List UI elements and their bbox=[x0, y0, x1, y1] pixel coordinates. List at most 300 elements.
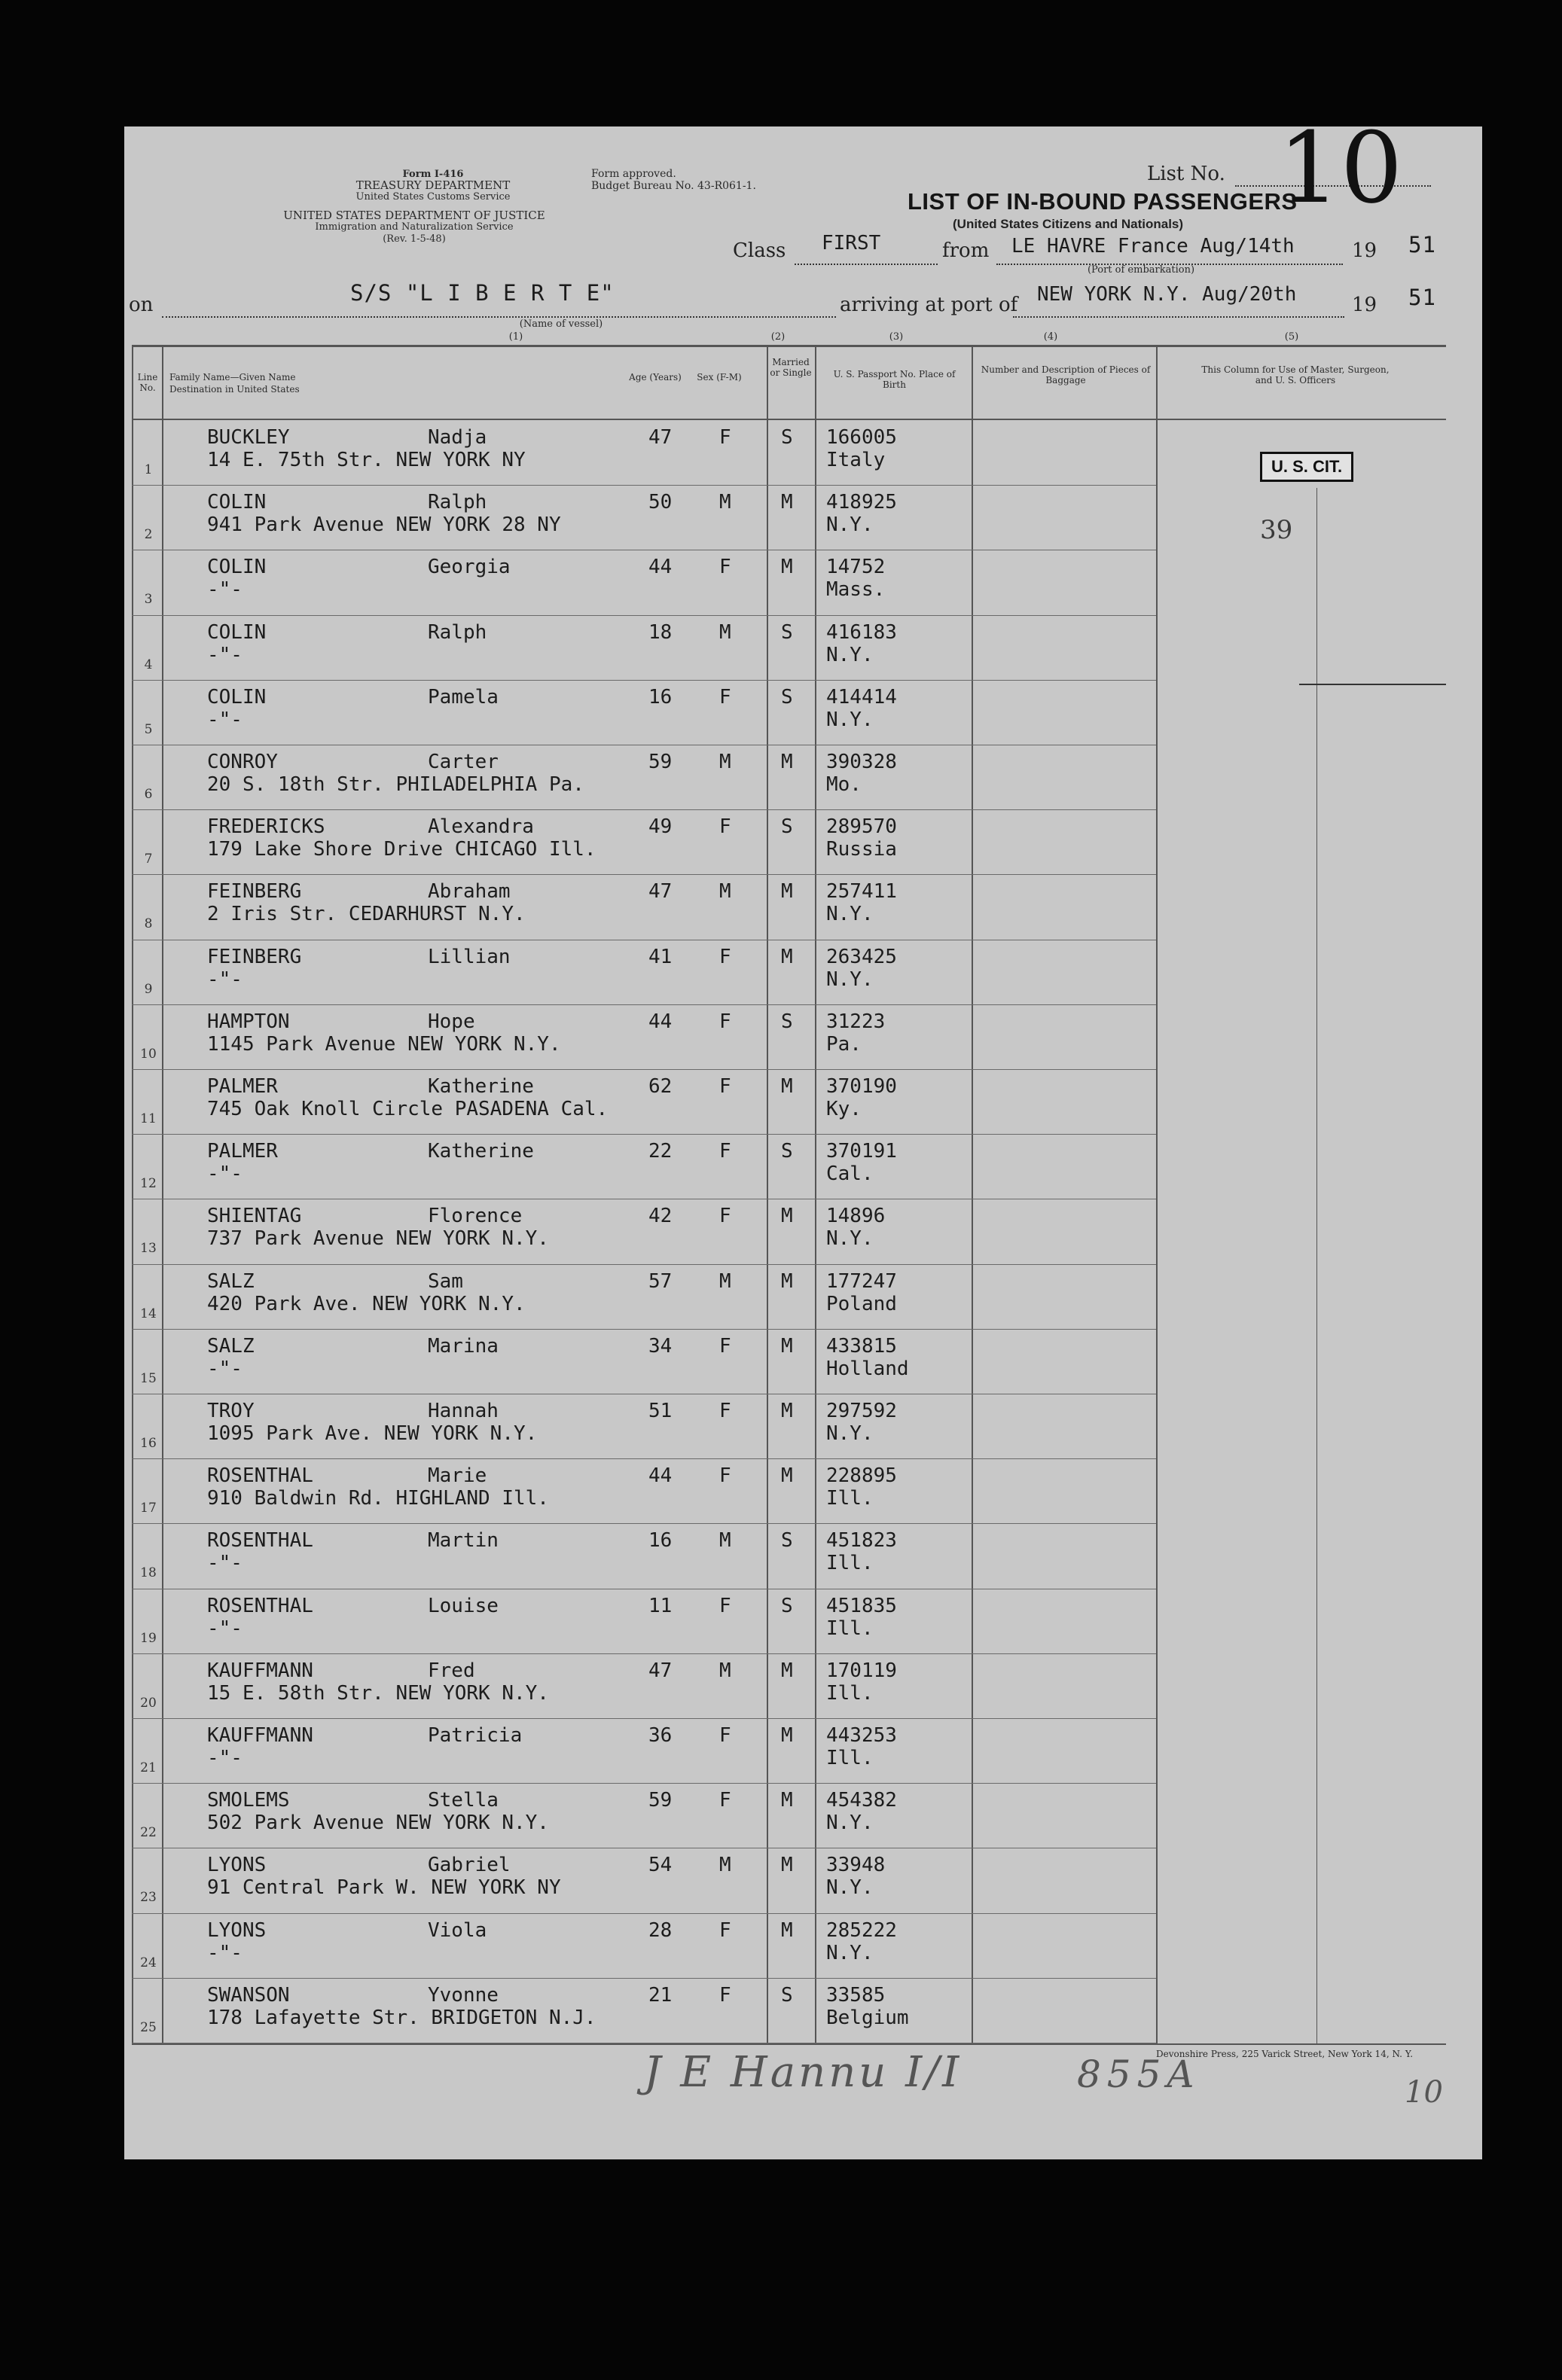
passport-no: 433815 bbox=[826, 1334, 897, 1358]
destination: 2 Iris Str. CEDARHURST N.Y. bbox=[207, 903, 526, 926]
line-number: 2 bbox=[144, 527, 153, 543]
destination: 14 E. 75th Str. NEW YORK NY bbox=[207, 449, 526, 471]
passport-no: 416183 bbox=[826, 620, 897, 644]
place-of-birth: N.Y. bbox=[826, 968, 874, 991]
family-name: KAUFFMANN bbox=[207, 1724, 313, 1747]
age: 47 bbox=[648, 880, 673, 904]
header-age: Age (Years) bbox=[629, 372, 682, 382]
inspector-signature: J E Hannu I/I bbox=[644, 2048, 963, 2097]
sex: M bbox=[719, 620, 731, 644]
age: 47 bbox=[648, 1659, 673, 1682]
line-number: 19 bbox=[140, 1630, 157, 1646]
destination: -"- bbox=[207, 1357, 243, 1380]
sex: F bbox=[719, 1789, 731, 1812]
family-name: ROSENTHAL bbox=[207, 1464, 313, 1488]
family-name: COLIN bbox=[207, 685, 267, 709]
family-name: KAUFFMANN bbox=[207, 1659, 313, 1682]
passport-no: 177247 bbox=[826, 1269, 897, 1293]
passport-no: 166005 bbox=[826, 426, 897, 449]
passport-no: 297592 bbox=[826, 1400, 897, 1422]
family-name: PALMER bbox=[207, 1075, 278, 1098]
destination: -"- bbox=[207, 578, 243, 602]
ins-service: Immigration and Naturalization Service bbox=[315, 221, 514, 233]
table-row bbox=[124, 1783, 1450, 1849]
passport-no: 451835 bbox=[826, 1594, 897, 1617]
destination: 178 Lafayette Str. BRIDGETON N.J. bbox=[207, 2006, 596, 2029]
table-row bbox=[124, 1718, 1450, 1784]
us-citizen-stamp: U. S. CIT. bbox=[1260, 452, 1353, 482]
destination: 20 S. 18th Str. PHILADELPHIA Pa. bbox=[207, 773, 584, 796]
sex: M bbox=[719, 880, 731, 904]
marital-status: M bbox=[781, 1854, 793, 1877]
sex: M bbox=[719, 1529, 731, 1553]
passport-no: 33585 bbox=[826, 1983, 886, 2007]
marital-status: M bbox=[781, 1918, 793, 1942]
passport-no: 390328 bbox=[826, 751, 897, 773]
passport-no: 285222 bbox=[826, 1918, 897, 1942]
destination: -"- bbox=[207, 708, 243, 731]
table-row bbox=[124, 1523, 1450, 1589]
destination: 1145 Park Avenue NEW YORK N.Y. bbox=[207, 1032, 561, 1056]
line-number: 10 bbox=[140, 1046, 157, 1062]
given-name: Yvonne bbox=[428, 1983, 499, 2007]
line-number: 4 bbox=[144, 657, 153, 672]
family-name: SWANSON bbox=[207, 1983, 290, 2007]
family-name: BUCKLEY bbox=[207, 426, 290, 449]
place-of-birth: N.Y. bbox=[826, 1227, 874, 1251]
header-passport: U. S. Passport No. Place of Birth bbox=[833, 369, 956, 390]
form-subtitle: (United States Citizens and Nationals) bbox=[953, 217, 1184, 231]
passport-no: 443253 bbox=[826, 1724, 897, 1747]
line-number: 9 bbox=[144, 981, 153, 997]
sex: F bbox=[719, 1594, 731, 1617]
family-name: SMOLEMS bbox=[207, 1789, 290, 1812]
line-number: 11 bbox=[140, 1111, 157, 1126]
marital-status: M bbox=[781, 945, 793, 968]
sex: M bbox=[719, 1269, 731, 1293]
vessel-line bbox=[162, 316, 836, 318]
table-row bbox=[124, 745, 1450, 811]
place-of-birth: Ky. bbox=[826, 1098, 862, 1120]
line-number: 20 bbox=[140, 1695, 157, 1711]
place-of-birth: Italy bbox=[826, 449, 886, 471]
age: 59 bbox=[648, 1789, 673, 1812]
table-row bbox=[124, 550, 1450, 616]
family-name: FEINBERG bbox=[207, 945, 302, 968]
age: 47 bbox=[648, 426, 673, 449]
year-prefix-2: 19 bbox=[1352, 294, 1377, 316]
destination: -"- bbox=[207, 1617, 243, 1640]
passport-no: 33948 bbox=[826, 1854, 886, 1877]
marital-status: S bbox=[781, 1010, 793, 1033]
given-name: Katherine bbox=[428, 1140, 534, 1163]
sex: F bbox=[719, 1400, 731, 1422]
marital-status: S bbox=[781, 815, 793, 839]
line-number: 13 bbox=[140, 1241, 157, 1257]
sex: F bbox=[719, 1140, 731, 1163]
place-of-birth: Poland bbox=[826, 1292, 897, 1315]
sex: F bbox=[719, 1918, 731, 1942]
table-row bbox=[124, 485, 1450, 551]
marital-status: S bbox=[781, 426, 793, 449]
budget-bureau: Budget Bureau No. 43-R061-1. bbox=[591, 180, 756, 192]
line-number: 6 bbox=[144, 787, 153, 802]
page-number: 10 bbox=[1405, 2075, 1443, 2110]
passport-no: 257411 bbox=[826, 880, 897, 904]
age: 16 bbox=[648, 685, 673, 709]
table-top-rule bbox=[132, 345, 1446, 347]
class-value: FIRST bbox=[822, 232, 881, 254]
family-name: SALZ bbox=[207, 1269, 255, 1293]
arriving-value: NEW YORK N.Y. Aug/20th bbox=[1037, 283, 1297, 306]
sex: F bbox=[719, 685, 731, 709]
year-value-1: 51 bbox=[1408, 232, 1436, 258]
header-married: Married or Single bbox=[770, 357, 812, 378]
passport-no: 14752 bbox=[826, 556, 886, 579]
sex: F bbox=[719, 1010, 731, 1033]
destination: -"- bbox=[207, 1163, 243, 1186]
given-name: Fred bbox=[428, 1659, 475, 1682]
passport-no: 228895 bbox=[826, 1464, 897, 1488]
table-row bbox=[124, 940, 1450, 1006]
marital-status: M bbox=[781, 1789, 793, 1812]
header-baggage: Number and Description of Pieces of Baggage bbox=[981, 364, 1151, 385]
age: 11 bbox=[648, 1594, 673, 1617]
sex: F bbox=[719, 945, 731, 968]
marital-status: S bbox=[781, 620, 793, 644]
sex: M bbox=[719, 491, 731, 514]
customs-service: United States Customs Service bbox=[355, 191, 511, 203]
age: 28 bbox=[648, 1918, 673, 1942]
sex: F bbox=[719, 1724, 731, 1747]
given-name: Ralph bbox=[428, 620, 487, 644]
given-name: Patricia bbox=[428, 1724, 523, 1747]
passport-no: 31223 bbox=[826, 1010, 886, 1033]
table-row bbox=[124, 1004, 1450, 1071]
family-name: PALMER bbox=[207, 1140, 278, 1163]
marital-status: S bbox=[781, 1983, 793, 2007]
destination: -"- bbox=[207, 643, 243, 666]
family-name: LYONS bbox=[207, 1918, 267, 1942]
line-number: 22 bbox=[140, 1825, 157, 1841]
marital-status: M bbox=[781, 1464, 793, 1488]
table-row bbox=[124, 1653, 1450, 1720]
age: 18 bbox=[648, 620, 673, 644]
marital-status: M bbox=[781, 1334, 793, 1358]
passport-no: 263425 bbox=[826, 945, 897, 968]
sex: F bbox=[719, 1205, 731, 1228]
destination: 910 Baldwin Rd. HIGHLAND Ill. bbox=[207, 1487, 549, 1510]
family-name: FEINBERG bbox=[207, 880, 302, 904]
given-name: Ralph bbox=[428, 491, 487, 514]
marital-status: M bbox=[781, 1659, 793, 1682]
passport-no: 289570 bbox=[826, 815, 897, 839]
table-row bbox=[124, 1069, 1450, 1135]
destination: 1095 Park Ave. NEW YORK N.Y. bbox=[207, 1422, 538, 1445]
family-name: CONROY bbox=[207, 751, 278, 773]
family-name: HAMPTON bbox=[207, 1010, 290, 1033]
passport-no: 14896 bbox=[826, 1205, 886, 1228]
given-name: Georgia bbox=[428, 556, 511, 579]
place-of-birth: Ill. bbox=[826, 1617, 874, 1640]
destination: -"- bbox=[207, 968, 243, 991]
line-number: 25 bbox=[140, 2019, 157, 2035]
table-row bbox=[124, 1199, 1450, 1265]
place-of-birth: N.Y. bbox=[826, 1876, 874, 1900]
place-of-birth: N.Y. bbox=[826, 643, 874, 666]
place-of-birth: N.Y. bbox=[826, 903, 874, 926]
sex: F bbox=[719, 426, 731, 449]
age: 44 bbox=[648, 556, 673, 579]
age: 21 bbox=[648, 1983, 673, 2007]
destination: 420 Park Ave. NEW YORK N.Y. bbox=[207, 1292, 526, 1315]
port-embark-caption: (Port of embarkation) bbox=[1087, 264, 1195, 276]
family-name: ROSENTHAL bbox=[207, 1529, 313, 1553]
given-name: Abraham bbox=[428, 880, 511, 904]
form-approved: Form approved. bbox=[591, 168, 676, 180]
line-number: 14 bbox=[140, 1306, 157, 1321]
header-line-no: Line No. bbox=[137, 372, 158, 393]
given-name: Marie bbox=[428, 1464, 487, 1488]
given-name: Hope bbox=[428, 1010, 475, 1033]
from-value: LE HAVRE France Aug/14th bbox=[1011, 235, 1295, 258]
destination: 502 Park Avenue NEW YORK N.Y. bbox=[207, 1812, 549, 1835]
age: 44 bbox=[648, 1010, 673, 1033]
age: 57 bbox=[648, 1269, 673, 1293]
marital-status: M bbox=[781, 491, 793, 514]
line-number: 21 bbox=[140, 1760, 157, 1775]
sex: F bbox=[719, 1075, 731, 1098]
age: 22 bbox=[648, 1140, 673, 1163]
age: 59 bbox=[648, 751, 673, 773]
sex: F bbox=[719, 815, 731, 839]
line-number: 1 bbox=[144, 462, 153, 477]
class-label: Class bbox=[733, 239, 786, 262]
passport-no: 370191 bbox=[826, 1140, 897, 1163]
arriving-line bbox=[1013, 316, 1344, 318]
table-row bbox=[124, 615, 1450, 681]
sex: F bbox=[719, 1464, 731, 1488]
line-number: 7 bbox=[144, 852, 153, 867]
sex: F bbox=[719, 556, 731, 579]
line-number: 5 bbox=[144, 721, 153, 737]
arriving-label: arriving at port of bbox=[840, 294, 1018, 316]
destination: 15 E. 58th Str. NEW YORK N.Y. bbox=[207, 1681, 549, 1705]
given-name: Katherine bbox=[428, 1075, 534, 1098]
table-row bbox=[124, 1264, 1450, 1330]
officer-note: 39 bbox=[1260, 515, 1293, 545]
destination: 737 Park Avenue NEW YORK N.Y. bbox=[207, 1227, 549, 1251]
marital-status: M bbox=[781, 751, 793, 773]
class-line bbox=[795, 264, 938, 265]
destination: 179 Lake Shore Drive CHICAGO Ill. bbox=[207, 838, 596, 861]
family-name: COLIN bbox=[207, 491, 267, 514]
family-name: TROY bbox=[207, 1400, 255, 1422]
given-name: Louise bbox=[428, 1594, 499, 1617]
table-row bbox=[124, 1978, 1450, 2044]
given-name: Gabriel bbox=[428, 1854, 511, 1877]
header-officers: This Column for Use of Master, Surgeon, and U. S. Officers bbox=[1201, 364, 1390, 385]
printer-imprint: Devonshire Press, 225 Varick Street, New York 14, N. Y. bbox=[1156, 2049, 1414, 2059]
table-row bbox=[124, 1458, 1450, 1525]
place-of-birth: Ill. bbox=[826, 1747, 874, 1769]
year-value-2: 51 bbox=[1408, 285, 1436, 310]
given-name: Hannah bbox=[428, 1400, 499, 1422]
sex: F bbox=[719, 1983, 731, 2007]
sex: M bbox=[719, 1659, 731, 1682]
on-label: on bbox=[129, 294, 154, 316]
place-of-birth: N.Y. bbox=[826, 1422, 874, 1445]
destination: -"- bbox=[207, 1941, 243, 1964]
place-of-birth: Russia bbox=[826, 838, 897, 861]
header-sex: Sex (F-M) bbox=[697, 372, 742, 382]
age: 51 bbox=[648, 1400, 673, 1422]
destination: -"- bbox=[207, 1552, 243, 1575]
justice-dept: UNITED STATES DEPARTMENT OF JUSTICE bbox=[283, 209, 545, 222]
age: 41 bbox=[648, 945, 673, 968]
place-of-birth: Belgium bbox=[826, 2006, 909, 2029]
place-of-birth: Cal. bbox=[826, 1163, 874, 1186]
header-family-name: Family Name—Given Name bbox=[169, 372, 296, 382]
sex: F bbox=[719, 1334, 731, 1358]
col-num-5: (5) bbox=[1284, 331, 1299, 343]
family-name: SALZ bbox=[207, 1334, 255, 1358]
marital-status: M bbox=[781, 1400, 793, 1422]
place-of-birth: Ill. bbox=[826, 1552, 874, 1575]
list-no-label: List No. bbox=[1147, 163, 1225, 185]
given-name: Pamela bbox=[428, 685, 499, 709]
age: 49 bbox=[648, 815, 673, 839]
header-destination: Destination in United States bbox=[169, 384, 300, 395]
given-name: Marina bbox=[428, 1334, 499, 1358]
marital-status: M bbox=[781, 1075, 793, 1098]
destination: -"- bbox=[207, 1747, 243, 1769]
given-name: Sam bbox=[428, 1269, 463, 1293]
family-name: COLIN bbox=[207, 556, 267, 579]
family-name: ROSENTHAL bbox=[207, 1594, 313, 1617]
passport-no: 414414 bbox=[826, 685, 897, 709]
line-number: 3 bbox=[144, 592, 153, 608]
sex: M bbox=[719, 751, 731, 773]
line-number: 24 bbox=[140, 1955, 157, 1970]
form-number: Form I-416 bbox=[402, 169, 464, 180]
line-number: 8 bbox=[144, 916, 153, 932]
passport-no: 170119 bbox=[826, 1659, 897, 1682]
marital-status: S bbox=[781, 1594, 793, 1617]
marital-status: S bbox=[781, 1140, 793, 1163]
place-of-birth: N.Y. bbox=[826, 1941, 874, 1964]
age: 34 bbox=[648, 1334, 673, 1358]
line-number: 16 bbox=[140, 1436, 157, 1451]
treasury-dept: TREASURY DEPARTMENT bbox=[355, 178, 511, 192]
given-name: Stella bbox=[428, 1789, 499, 1812]
col-num-2: (2) bbox=[770, 331, 786, 343]
place-of-birth: Holland bbox=[826, 1357, 909, 1380]
destination: 745 Oak Knoll Circle PASADENA Cal. bbox=[207, 1098, 609, 1120]
table-row bbox=[124, 1134, 1450, 1200]
sex: M bbox=[719, 1854, 731, 1877]
line-number: 23 bbox=[140, 1890, 157, 1906]
form-revision: (Rev. 1-5-48) bbox=[383, 233, 446, 245]
form-title: LIST OF IN-BOUND PASSENGERS bbox=[908, 188, 1298, 215]
family-name: LYONS bbox=[207, 1854, 267, 1877]
year-prefix-1: 19 bbox=[1352, 239, 1377, 262]
footer-note: 855A bbox=[1077, 2052, 1200, 2096]
line-number: 17 bbox=[140, 1501, 157, 1516]
table-row bbox=[124, 1394, 1450, 1460]
marital-status: M bbox=[781, 1205, 793, 1228]
age: 16 bbox=[648, 1529, 673, 1553]
given-name: Alexandra bbox=[428, 815, 534, 839]
table-row bbox=[124, 680, 1450, 746]
table-row bbox=[124, 1848, 1450, 1914]
given-name: Martin bbox=[428, 1529, 499, 1553]
table-row bbox=[124, 420, 1450, 486]
given-name: Viola bbox=[428, 1918, 487, 1942]
family-name: SHIENTAG bbox=[207, 1205, 302, 1228]
place-of-birth: N.Y. bbox=[826, 513, 874, 537]
place-of-birth: Ill. bbox=[826, 1487, 874, 1510]
col-num-3: (3) bbox=[889, 331, 904, 343]
place-of-birth: Ill. bbox=[826, 1681, 874, 1705]
age: 50 bbox=[648, 491, 673, 514]
marital-status: M bbox=[781, 880, 793, 904]
destination: 91 Central Park W. NEW YORK NY bbox=[207, 1876, 561, 1900]
place-of-birth: Pa. bbox=[826, 1032, 862, 1056]
list-no-value: 10 bbox=[1278, 111, 1403, 225]
age: 36 bbox=[648, 1724, 673, 1747]
table-row bbox=[124, 1913, 1450, 1979]
line-number: 18 bbox=[140, 1565, 157, 1581]
vessel-value: S/S "L I B E R T E" bbox=[350, 280, 615, 306]
destination: 941 Park Avenue NEW YORK 28 NY bbox=[207, 513, 561, 537]
marital-status: S bbox=[781, 1529, 793, 1553]
given-name: Carter bbox=[428, 751, 499, 773]
table-row bbox=[124, 1589, 1450, 1655]
passport-no: 451823 bbox=[826, 1529, 897, 1553]
line-number: 12 bbox=[140, 1176, 157, 1192]
place-of-birth: N.Y. bbox=[826, 1812, 874, 1835]
age: 42 bbox=[648, 1205, 673, 1228]
col-num-4: (4) bbox=[1043, 331, 1058, 343]
given-name: Nadja bbox=[428, 426, 487, 449]
place-of-birth: Mo. bbox=[826, 773, 862, 796]
table-row bbox=[124, 874, 1450, 940]
given-name: Lillian bbox=[428, 945, 511, 968]
marital-status: M bbox=[781, 1269, 793, 1293]
age: 54 bbox=[648, 1854, 673, 1877]
manifest-sheet bbox=[124, 111, 1482, 2159]
place-of-birth: N.Y. bbox=[826, 708, 874, 731]
vessel-caption: (Name of vessel) bbox=[519, 318, 603, 330]
col-num-1: (1) bbox=[508, 331, 523, 343]
marital-status: M bbox=[781, 1724, 793, 1747]
passport-no: 454382 bbox=[826, 1789, 897, 1812]
given-name: Florence bbox=[428, 1205, 523, 1228]
family-name: FREDERICKS bbox=[207, 815, 325, 839]
passport-no: 370190 bbox=[826, 1075, 897, 1098]
place-of-birth: Mass. bbox=[826, 578, 886, 602]
table-row bbox=[124, 809, 1450, 876]
marital-status: M bbox=[781, 556, 793, 579]
line-number: 15 bbox=[140, 1370, 157, 1386]
age: 62 bbox=[648, 1075, 673, 1098]
age: 44 bbox=[648, 1464, 673, 1488]
passport-no: 418925 bbox=[826, 491, 897, 514]
marital-status: S bbox=[781, 685, 793, 709]
table-row bbox=[124, 1329, 1450, 1395]
family-name: COLIN bbox=[207, 620, 267, 644]
